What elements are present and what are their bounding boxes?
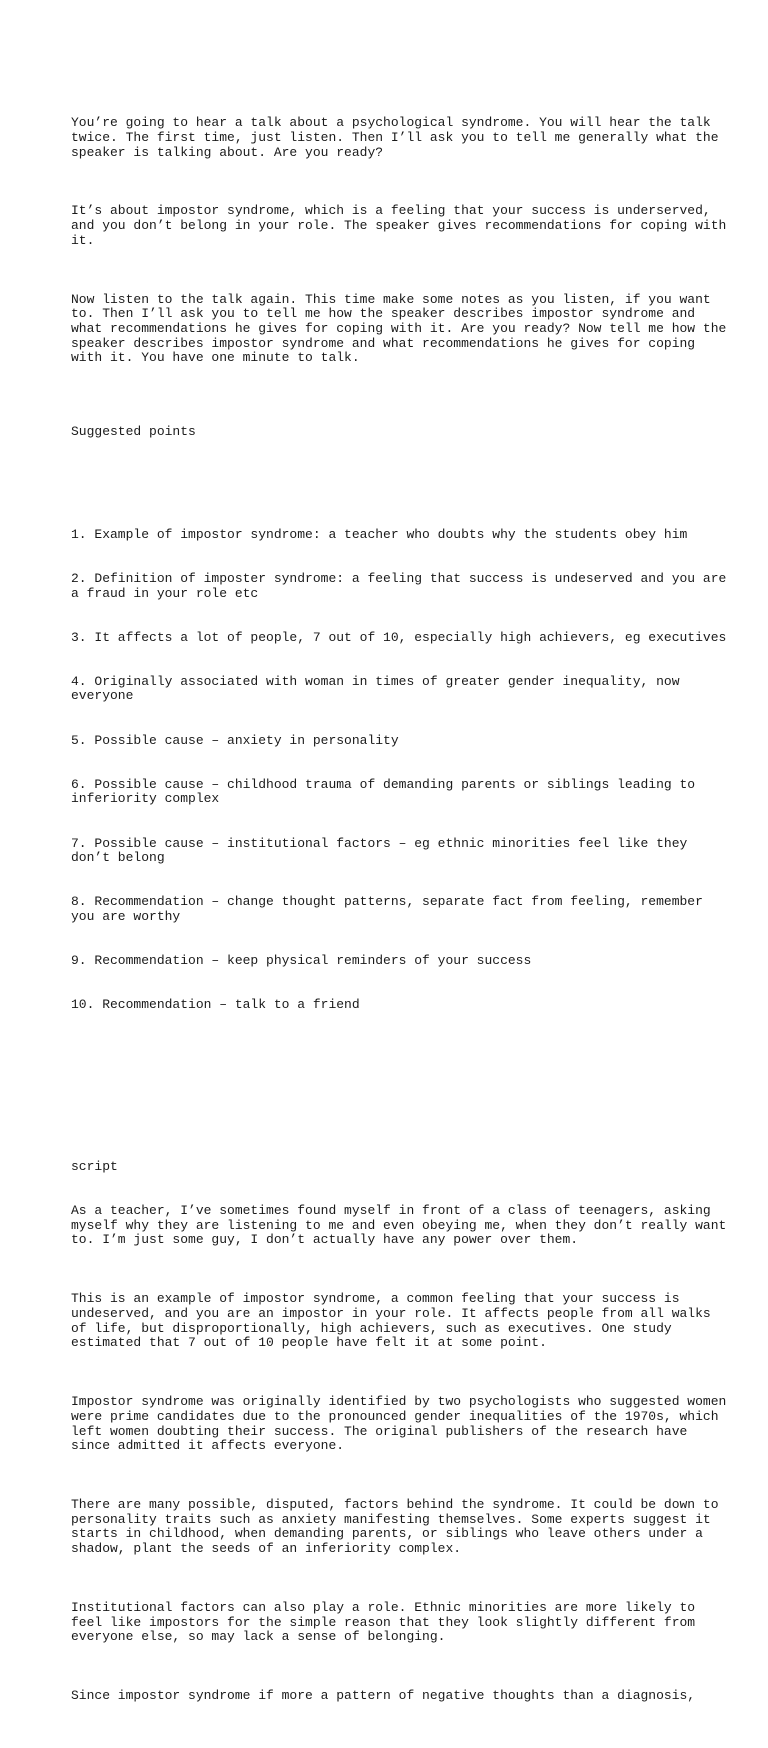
script-paragraph: This is an example of impostor syndrome, a common feeling that your success is undeserved, and you are an impostor in your role. It affects people from all walks of life, but disproportionally, high achievers, such as executives. One study estimated that 7 out of 10 people have felt it at some point.: [71, 1291, 719, 1351]
list-item: 4. Originally associated with woman in times of greater gender inequality, now everyone: [71, 673, 688, 704]
list-item: 9. Recommendation – keep physical reminders of your success: [71, 953, 532, 969]
section-spacer: [71, 1086, 731, 1115]
intro-paragraph: You’re going to hear a talk about a psychological syndrome. You will hear the talk twice. The first time, just listen. Then I’ll ask you to tell me generally what the speaker is talking about. Are you ready?: [71, 115, 727, 160]
script-paragraph: Since impostor syndrome if more a pattern of negative thoughts than a diagnosis,: [71, 1688, 696, 1704]
script-paragraph: Institutional factors can also play a role. Ethnic minorities are more likely to feel like impostors for the simple reason that they look slightly different from everyone else, so may lack a sense of belonging.: [71, 1599, 703, 1645]
document-page: [71, 72, 735, 1748]
suggested-points-list: [71, 498, 735, 1042]
list-item: 3. It affects a lot of people, 7 out of 10, especially high achievers, eg executives: [71, 629, 727, 645]
script-paragraph: Impostor syndrome was originally identified by two psychologists who suggested women were prime candidates due to the pronounced gender inequalities of the 1970s, which left women doubting their success. The original publishers of the research have since admitted it affects everyone.: [71, 1394, 735, 1454]
list-item: 2. Definition of imposter syndrome: a feeling that success is undeserved and you are a fraud in your role etc: [71, 570, 735, 601]
list-item: 7. Possible cause – institutional factors – eg ethnic minorities feel like they don’t belong: [71, 835, 696, 866]
script-paragraph: There are many possible, disputed, factors behind the syndrome. It could be down to personality traits such as anxiety manifesting themselves. Some experts suggest it starts in childhood, when demanding parents, or siblings who leave others under a shadow, plant the seeds of an inferiority complex.: [71, 1497, 727, 1557]
list-item: 6. Possible cause – childhood trauma of demanding parents or siblings leading to inferiority complex: [71, 776, 703, 807]
intro-paragraph: Now listen to the talk again. This time make some notes as you listen, if you want to. Then I’ll ask you to tell me how the speaker describes impostor syndrome and what recommendations he gives for coping with it. Are you ready? Now tell me how the speaker describes impostor syndrome and what recommendations he gives for coping with it. You have one minute to talk.: [71, 291, 735, 366]
list-item: 8. Recommendation – change thought patterns, separate fact from feeling, remember you are worthy: [71, 894, 711, 925]
list-item: 10. Recommendation – talk to a friend: [71, 997, 360, 1013]
list-item: 1. Example of impostor syndrome: a teacher who doubts why the students obey him: [71, 526, 688, 542]
intro-paragraph: It’s about impostor syndrome, which is a feeling that your success is underserved, and you don’t belong in your role. The speaker gives recommendations for coping with it.: [71, 203, 735, 248]
script-heading: script: [71, 1158, 118, 1174]
script-paragraph: As a teacher, I’ve sometimes found myself in front of a class of teenagers, asking myself why they are listening to me and even obeying me, when they don’t really want to. I’m just some guy, I don’t actually have any power over them.: [71, 1203, 735, 1248]
suggested-points-heading: Suggested points: [71, 423, 196, 439]
list-item: 5. Possible cause – anxiety in personality: [71, 732, 399, 748]
